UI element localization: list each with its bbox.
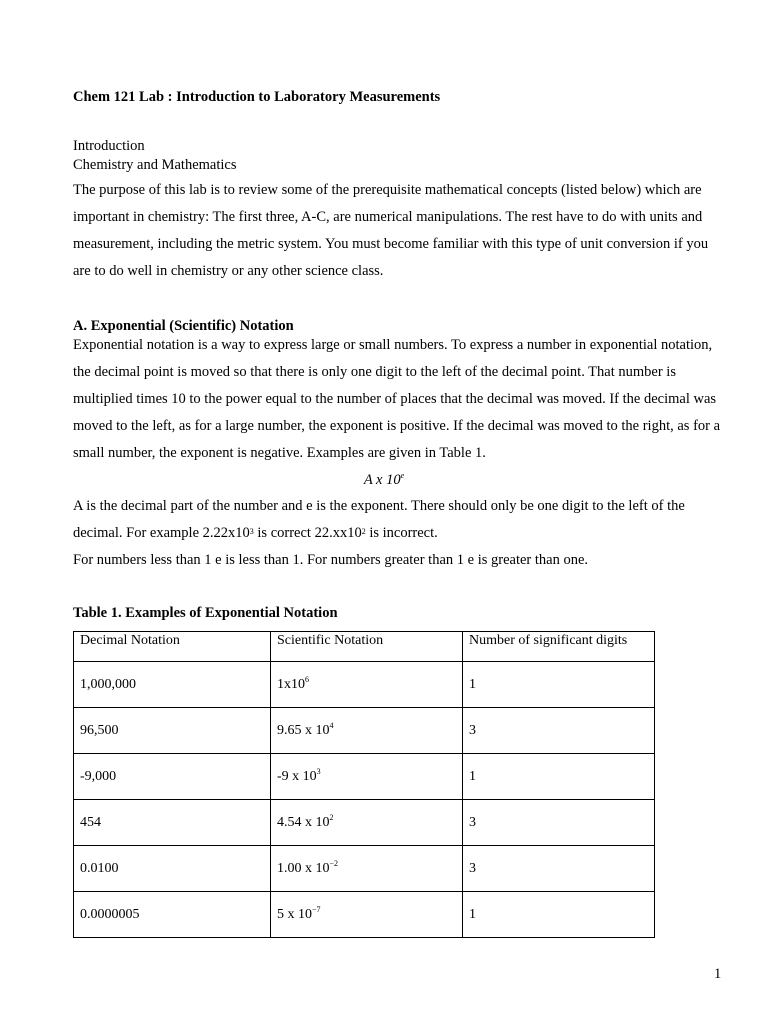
scientific-exponent: 2 xyxy=(329,812,334,822)
sig-digits-cell: 3 xyxy=(463,846,655,892)
decimal-cell: 454 xyxy=(74,800,271,846)
exponential-formula xyxy=(0,471,768,489)
decimal-cell: 1,000,000 xyxy=(74,662,271,708)
scientific-cell xyxy=(271,662,463,708)
table-caption: Table 1. Examples of Exponential Notation xyxy=(73,605,338,621)
table-row xyxy=(74,708,655,754)
table-header-cell: Scientific Notation xyxy=(271,632,463,662)
scientific-cell xyxy=(271,754,463,800)
correct-example-base: 2.22x10 xyxy=(202,525,250,541)
scientific-base: 5 x 10 xyxy=(277,906,312,922)
explanation-text-1: A is the decimal part of the number and e is the exponent. There should only be one digit to the left of the decimal. For example xyxy=(73,498,685,541)
exponential-notation-table xyxy=(73,631,655,938)
scientific-base: 1.00 x 10 xyxy=(277,860,330,876)
scientific-base: 1x10 xyxy=(277,676,305,692)
table-row xyxy=(74,662,655,708)
explanation-text-3: is incorrect. xyxy=(365,525,438,541)
section-a-explanation xyxy=(73,493,723,547)
table-row xyxy=(74,754,655,800)
section-a-heading: A. Exponential (Scientific) Notation xyxy=(73,318,294,334)
scientific-base: 9.65 x 10 xyxy=(277,722,330,738)
incorrect-example-base: 22.xx10 xyxy=(314,525,362,541)
table-row xyxy=(74,800,655,846)
correct-example-exponent: 3 xyxy=(249,527,254,536)
table-header-cell: Decimal Notation xyxy=(74,632,271,662)
sig-digits-cell: 3 xyxy=(463,708,655,754)
decimal-cell: 0.0100 xyxy=(74,846,271,892)
scientific-base: -9 x 10 xyxy=(277,768,317,784)
sig-digits-cell: 3 xyxy=(463,800,655,846)
sig-digits-cell: 1 xyxy=(463,754,655,800)
table-header-cell: Number of significant digits xyxy=(463,632,655,662)
section-a-paragraph: Exponential notation is a way to express large or small numbers. To express a number in exponential notation, the decimal point is moved so that there is only one digit to the left of the decimal point. That number is multiplied times 10 to the power equal to the number of places that the decimal was moved. If the decimal was moved to the left, as for a large number, the exponent is positive. If the decimal was moved to the right, as for a small number, the exponent is negative. Examples are given in Table 1. xyxy=(73,337,721,461)
scientific-exponent: −7 xyxy=(312,904,321,914)
explanation-text-2: is correct xyxy=(253,525,315,541)
decimal-cell: -9,000 xyxy=(74,754,271,800)
scientific-exponent: 6 xyxy=(305,674,309,684)
document-title: Chem 121 Lab : Introduction to Laboratory Measurements xyxy=(73,89,441,105)
sig-digits-cell: 1 xyxy=(463,892,655,938)
scientific-cell xyxy=(271,708,463,754)
intro-heading: Introduction xyxy=(73,138,145,154)
sig-digits-cell: 1 xyxy=(463,662,655,708)
scientific-exponent: 4 xyxy=(329,720,334,730)
scientific-cell xyxy=(271,846,463,892)
page-number: 1 xyxy=(714,966,722,982)
formula-base: A x 10 xyxy=(363,471,401,488)
intro-paragraph: The purpose of this lab is to review some of the prerequisite mathematical concepts (listed below) which are important in chemistry: The first three, A-C, are numerical manipulations. The rest have to do with units and measurement, including the metric system. You must become familiar with this type of unit conversion if you are to do well in chemistry or any other science class. xyxy=(73,182,709,279)
table-row xyxy=(74,846,655,892)
scientific-base: 4.54 x 10 xyxy=(277,814,330,830)
section-a-rule: For numbers less than 1 e is less than 1. For numbers greater than 1 e is greater than one. xyxy=(73,552,589,568)
decimal-cell: 96,500 xyxy=(74,708,271,754)
scientific-cell xyxy=(271,892,463,938)
scientific-cell xyxy=(271,800,463,846)
table-row xyxy=(74,892,655,938)
table-header-row xyxy=(74,632,655,662)
scientific-exponent: −2 xyxy=(329,858,339,868)
incorrect-example-exponent: 2 xyxy=(361,527,366,536)
decimal-cell: 0.0000005 xyxy=(74,892,271,938)
scientific-exponent: 3 xyxy=(316,766,321,776)
intro-subheading: Chemistry and Mathematics xyxy=(73,157,237,173)
formula-exponent: e xyxy=(400,471,405,480)
